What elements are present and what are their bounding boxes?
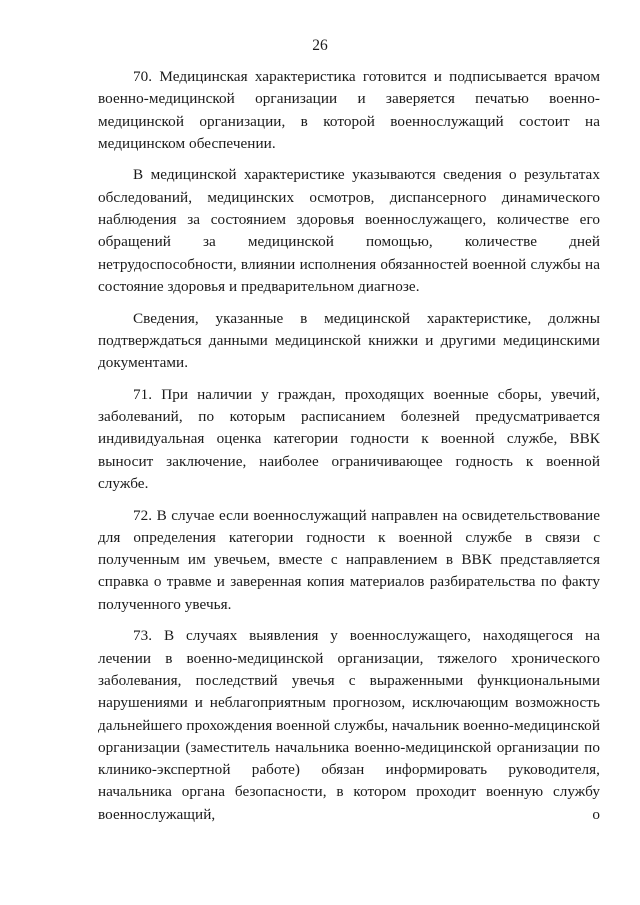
paragraph-70-confirmation: Сведения, указанные в медицинской характеристике, должны подтверждаться данными медицинской книжки и другими медицинскими документами. <box>98 309 600 372</box>
paragraph-71: 71. При наличии у граждан, проходящих военные сборы, увечий, заболеваний, по которым расписанием болезней предусматривается индивидуальная оценка категории годности к военной службе, ВВК выносит заключение, наиболее ограничивающее годность к военной службе. <box>98 385 600 492</box>
document-body <box>98 66 600 826</box>
paragraph-72: 72. В случае если военнослужащий направлен на освидетельствование для определения категории годности к военной службе в связи с полученным им увечьем, вместе с направлением в ВВК представляется справка о травме и заверенная копия материалов разбирательства по факту полученного увечья. <box>98 506 600 613</box>
paragraph-70: 70. Медицинская характеристика готовится и подписывается врачом военно-медицинской организации и заверяется печатью военно-медицинской организации, в которой военнослужащий состоит на медицинском обеспечении. <box>98 68 600 152</box>
paragraph-73: 73. В случаях выявления у военнослужащего, находящегося на лечении в военно-медицинской организации, тяжелого хронического заболевания, последствий увечья с выраженными функциональными нарушениями и неблагоприятным прогнозом, исключающим возможность дальнейшего прохождения военной службы, начальник военно-медицинской организации (заместитель начальника военно-медицинской организации по клинико-экспертной работе) обязан информировать руководителя, начальника органа безопасности, в котором проходит военную службу военнослужащий, о <box>98 627 600 823</box>
paragraph-70-details: В медицинской характеристике указываются сведения о результатах обследований, медицинских осмотров, диспансерного динамического наблюдения за состоянием здоровья военнослужащего, количестве его обращений за медицинской помощью, количестве дней нетрудоспособности, влиянии исполнения обязанностей военной службы на состояние здоровья и предварительном диагнозе. <box>98 166 600 295</box>
page-number: 26 <box>312 37 328 54</box>
